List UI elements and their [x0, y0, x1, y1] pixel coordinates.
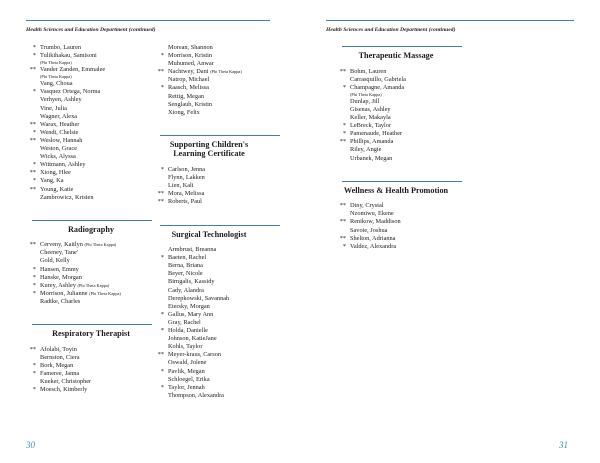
graduate-name: Young, Katie	[40, 185, 74, 193]
graduate-entry	[154, 84, 284, 92]
graduate-entry	[26, 44, 156, 52]
graduate-name: Zambrowicz, Kristen	[40, 193, 94, 201]
section-rule	[342, 46, 462, 47]
right-page	[300, 0, 600, 463]
phi-theta-kappa-note: (Phi Theta Kappa)	[350, 91, 382, 97]
graduate-name: Gisenas, Ashley	[350, 105, 391, 113]
honor-mark: *	[160, 254, 164, 262]
graduate-name: Fameree, Janna	[40, 369, 80, 377]
graduate-entry	[26, 161, 156, 169]
graduate-entry	[26, 290, 156, 298]
graduate-name: Natrop, Michael	[168, 76, 210, 84]
section-rule	[32, 324, 152, 325]
graduate-name: Muhumed, Anwar	[168, 60, 214, 68]
graduate-name: Weslow, Hannah	[40, 136, 83, 144]
graduate-entry	[336, 235, 476, 243]
graduate-name: Valdez, Alexandra	[350, 242, 397, 250]
graduate-name: Pamenaude, Heather	[350, 130, 403, 138]
honor-mark: **	[29, 66, 36, 74]
graduate-entry	[154, 270, 284, 278]
graduate-entry	[336, 68, 476, 76]
graduate-entry	[154, 384, 284, 392]
graduate-entry	[154, 109, 284, 117]
graduate-name: Hanske, Morgan	[40, 273, 82, 281]
graduate-entry	[26, 386, 156, 394]
honor-mark: *	[32, 273, 36, 281]
graduate-entry	[26, 266, 156, 274]
section-rule	[160, 135, 280, 136]
section-heading: Supporting Children's Learning Certificate	[169, 139, 249, 159]
honor-mark: *	[32, 128, 36, 136]
honor-mark: *	[160, 367, 164, 375]
graduate-name: Warax, Heather	[40, 120, 80, 128]
graduate-name: Carlson, Jenna	[168, 166, 206, 174]
graduate-entry	[154, 295, 284, 303]
graduate-name: Cheeney, Tane'	[40, 249, 78, 257]
program-section	[26, 220, 156, 306]
graduate-name: Keller, Makayla	[350, 114, 391, 122]
graduate-name: Kurey, Ashley	[40, 281, 78, 289]
graduate-entry	[336, 114, 476, 122]
graduate-entry	[26, 52, 156, 60]
graduate-name: Raasch, Melissa	[168, 84, 209, 92]
honor-mark: **	[29, 345, 36, 353]
graduate-name: Dunlap, Jill	[350, 97, 380, 105]
graduate-entry	[154, 343, 284, 351]
graduate-name: Urbanek, Megan	[350, 154, 393, 162]
graduate-name: Morrison, Julianne	[40, 289, 90, 297]
graduate-entry	[154, 319, 284, 327]
graduate-name: Bohm, Lauren	[350, 67, 387, 75]
honor-mark: *	[32, 52, 36, 60]
graduate-name: Holda, Danielle	[168, 327, 208, 335]
graduate-entry	[26, 88, 156, 96]
graduate-entry	[336, 227, 476, 235]
section-rule	[32, 220, 152, 221]
graduate-entry	[154, 392, 284, 400]
graduate-entry	[336, 84, 476, 92]
program-section	[154, 225, 284, 400]
honor-mark: *	[160, 84, 164, 92]
phi-theta-kappa-note: (Phi Theta Kappa)	[40, 74, 72, 80]
graduate-name: Pavlik, Megan	[168, 367, 205, 375]
graduate-name: Morean, Shannon	[168, 44, 213, 51]
graduate-name: Etersky, Morgan	[168, 302, 210, 310]
graduate-name: Beyer, Nicole	[168, 270, 203, 278]
graduate-entry	[336, 155, 476, 163]
graduate-entry	[154, 44, 284, 52]
graduate-name: Savoie, Joshua	[350, 226, 388, 234]
section-heading: Wellness & Health Promotion	[343, 185, 449, 195]
graduate-entry	[154, 262, 284, 270]
phi-theta-kappa-note: (Phi Theta Kappa)	[40, 60, 72, 66]
graduate-name: Thompson, Alexandra	[168, 391, 224, 399]
graduate-name: Tulikihakau, Samisoni	[40, 52, 97, 60]
graduate-name: Johnson, KatieJane	[168, 335, 217, 343]
honor-mark: **	[339, 234, 346, 242]
graduate-name: Meyer-kraus, Carson	[168, 351, 222, 359]
graduate-name: Gold, Kelly	[40, 257, 70, 265]
graduate-entry	[154, 174, 284, 182]
graduate-entry	[26, 105, 156, 113]
graduate-entry	[154, 376, 284, 384]
page-number: 31	[559, 440, 568, 450]
graduate-entry	[26, 153, 156, 161]
graduate-name: Wittmann, Ashley	[40, 161, 86, 169]
honor-mark: *	[160, 166, 164, 174]
graduate-name: Champagne, Amanda	[350, 83, 405, 91]
graduate-entry	[26, 370, 156, 378]
graduate-name: Moesch, Kimberly	[40, 386, 88, 394]
program-section	[26, 324, 156, 394]
graduate-name: LeBreck, Taylor	[350, 122, 392, 130]
graduate-name: Birngalis, Kassidy	[168, 278, 215, 286]
graduate-name: Flynn, Lakken	[168, 174, 205, 182]
phi-theta-kappa-note: (Phi Theta Kappa)	[77, 282, 110, 288]
graduate-name: Rettig, Megan	[168, 92, 205, 100]
section-rule	[160, 225, 280, 226]
honor-mark: *	[32, 44, 36, 51]
graduate-entry	[336, 106, 476, 114]
honor-mark: **	[157, 190, 164, 198]
running-head: Health Sciences and Education Department (continued)	[326, 27, 456, 33]
graduate-name: Roberts, Paul	[168, 198, 202, 206]
honor-mark: *	[342, 83, 346, 91]
column-left-2	[154, 44, 284, 400]
graduate-name: Armbrust, Breanna	[168, 246, 217, 254]
header-rule	[326, 20, 574, 21]
graduate-name: Nachtwey, Dani	[168, 68, 211, 76]
graduate-name: Oswald, Jolene	[168, 359, 207, 367]
honor-mark: **	[29, 169, 36, 177]
honor-mark: *	[160, 327, 164, 335]
graduate-entry	[336, 138, 476, 146]
program-section	[336, 181, 476, 251]
honor-mark: *	[342, 242, 346, 250]
graduate-name: Vine, Julia	[40, 104, 67, 112]
honor-mark: *	[32, 265, 36, 273]
honor-mark: *	[160, 52, 164, 60]
column-right-1	[336, 46, 476, 251]
graduate-name: Trumbo, Lauren	[40, 44, 82, 51]
graduate-name: Hansen, Emmy	[40, 265, 79, 273]
graduate-name: Wendt, Chelsie	[40, 128, 79, 136]
graduate-entry	[26, 362, 156, 370]
graduate-name: Radtke, Charles	[40, 297, 81, 305]
graduate-name: Vander Zanden, Emmalee	[40, 66, 106, 74]
graduate-name: Nzomiwu, Ekene	[350, 210, 394, 218]
graduate-entry	[154, 278, 284, 286]
graduate-entry	[26, 274, 156, 282]
graduate-name: Riley, Angie	[350, 146, 382, 154]
graduate-entry	[336, 210, 476, 218]
phi-theta-kappa-note: (Phi Theta Kappa)	[89, 290, 121, 296]
section-heading: Surgical Technologist	[171, 229, 247, 239]
graduate-name: Vang, Choua	[40, 80, 73, 88]
honor-mark: **	[157, 198, 164, 206]
graduate-name: Wicks, Alyssa	[40, 153, 76, 161]
graduate-entry	[26, 80, 156, 88]
honor-mark: *	[32, 88, 36, 96]
graduate-entry	[154, 93, 284, 101]
graduate-entry	[26, 113, 156, 121]
honor-mark: **	[339, 202, 346, 210]
graduate-entry	[336, 76, 476, 84]
honor-mark: **	[29, 185, 36, 193]
honor-mark: **	[29, 136, 36, 144]
honor-mark: **	[29, 241, 36, 249]
graduate-name: Xiong, Hlee	[40, 169, 71, 177]
graduate-name: Yang, Ka	[40, 177, 64, 185]
graduate-entry	[26, 282, 156, 290]
honor-mark: *	[342, 130, 346, 138]
graduate-entry	[26, 194, 156, 202]
section-heading: Respiratory Therapist	[52, 329, 130, 339]
graduate-entry	[154, 198, 284, 206]
graduate-name: Carrasquillo, Gabriela	[350, 75, 406, 83]
graduate-name: Bork, Megan	[40, 361, 74, 369]
graduate-entry	[26, 241, 156, 249]
graduate-entry	[26, 177, 156, 185]
honor-mark: **	[339, 67, 346, 75]
graduate-entry	[26, 121, 156, 129]
graduate-entry	[336, 98, 476, 106]
honor-mark: *	[342, 122, 346, 130]
graduate-name: Cady, Alandra	[168, 286, 204, 294]
graduate-entry	[154, 359, 284, 367]
graduate-name: Xiong, Felix	[168, 108, 200, 116]
graduate-entry	[26, 346, 156, 354]
honor-mark: **	[157, 351, 164, 359]
graduate-entry	[336, 122, 476, 130]
page-number: 30	[26, 440, 35, 450]
graduate-entry	[26, 137, 156, 145]
program-section	[154, 135, 284, 207]
graduate-name: Mora, Melissa	[168, 190, 205, 198]
section-heading: Radiography	[68, 224, 114, 234]
graduate-name: Cerveny, Kaitlyn	[40, 241, 85, 249]
section-heading: Therapeutic Massage	[358, 51, 434, 60]
graduate-entry	[26, 129, 156, 137]
graduate-entry	[26, 186, 156, 194]
graduate-entry	[154, 335, 284, 343]
header-rule	[26, 20, 270, 21]
honor-mark: *	[32, 177, 36, 185]
graduate-entry	[26, 298, 156, 306]
graduate-name: Gallus, Mary Ann	[168, 310, 214, 318]
honor-mark: *	[32, 361, 36, 369]
graduate-entry	[154, 303, 284, 311]
graduate-name: Bernston, Ciera	[40, 353, 80, 361]
graduate-entry	[26, 145, 156, 153]
graduate-name: Kohls, Taylor	[168, 343, 203, 351]
graduate-name: Morrison, Kristin	[168, 52, 213, 60]
graduate-entry	[154, 76, 284, 84]
graduate-entry	[336, 130, 476, 138]
graduate-entry	[154, 68, 284, 76]
graduate-name: Phillips, Amanda	[350, 138, 394, 146]
graduate-name: Gray, Rachel	[168, 318, 201, 326]
graduate-entry	[154, 368, 284, 376]
graduate-entry	[154, 287, 284, 295]
honor-mark: **	[157, 68, 164, 76]
graduate-entry	[26, 257, 156, 265]
graduate-name: Berna, Briana	[168, 262, 203, 270]
graduate-entry	[26, 169, 156, 177]
honor-mark: *	[32, 369, 36, 377]
graduate-entry	[154, 101, 284, 109]
graduate-entry	[154, 166, 284, 174]
graduate-entry	[154, 327, 284, 335]
graduate-entry	[154, 52, 284, 60]
honor-mark: *	[160, 310, 164, 318]
graduate-name: Diny, Crystal	[350, 202, 384, 210]
graduate-name: Shelton, Adrianna	[350, 234, 396, 242]
graduate-name: Derepkowski, Savannah	[168, 294, 230, 302]
honor-mark: **	[29, 120, 36, 128]
graduate-entry	[26, 378, 156, 386]
graduate-name: Schloegel, Erika	[168, 375, 210, 383]
graduate-name: Taylor, Jennah	[168, 383, 205, 391]
graduate-name: Afolabi, Toyin	[40, 345, 77, 353]
graduate-entry	[336, 146, 476, 154]
graduate-entry	[336, 202, 476, 210]
graduate-entry	[336, 218, 476, 226]
graduate-name: Wagner, Alexa	[40, 112, 78, 120]
graduate-entry	[154, 190, 284, 198]
graduate-name: Renikow, Maddison	[350, 218, 401, 226]
graduate-entry	[26, 66, 156, 74]
honor-mark: **	[339, 138, 346, 146]
column-left-1	[26, 44, 156, 394]
graduate-name: Baeten, Rachel	[168, 254, 207, 262]
honor-mark: *	[32, 386, 36, 394]
section-rule	[342, 181, 462, 182]
graduate-entry	[26, 96, 156, 104]
phi-theta-kappa-note: (Phi Theta Kappa)	[210, 69, 242, 75]
honor-mark: *	[32, 281, 36, 289]
graduate-entry	[26, 354, 156, 362]
graduate-entry	[154, 254, 284, 262]
graduate-entry	[154, 182, 284, 190]
graduate-name: Vasquez Ortega, Norma	[40, 88, 101, 96]
graduate-entry	[336, 243, 476, 251]
graduate-name: Weston, Grace	[40, 145, 77, 153]
graduate-entry	[154, 311, 284, 319]
phi-theta-kappa-note: (Phi Theta Kappa)	[84, 242, 117, 248]
graduate-entry	[26, 249, 156, 257]
program-section	[336, 46, 476, 163]
graduate-name: Senglaub, Kristin	[168, 100, 213, 108]
honor-mark: **	[339, 218, 346, 226]
graduate-entry	[154, 246, 284, 254]
graduate-name: Kueker, Christopher	[40, 378, 92, 385]
graduate-entry	[154, 60, 284, 68]
graduate-name: Lien, Kali	[168, 182, 194, 190]
running-head: Health Sciences and Education Department (continued)	[26, 27, 156, 33]
honor-mark: *	[160, 383, 164, 391]
graduate-entry	[154, 351, 284, 359]
honor-mark: *	[32, 289, 36, 297]
honor-mark: *	[32, 161, 36, 169]
graduate-name: Verhyen, Ashley	[40, 96, 82, 104]
